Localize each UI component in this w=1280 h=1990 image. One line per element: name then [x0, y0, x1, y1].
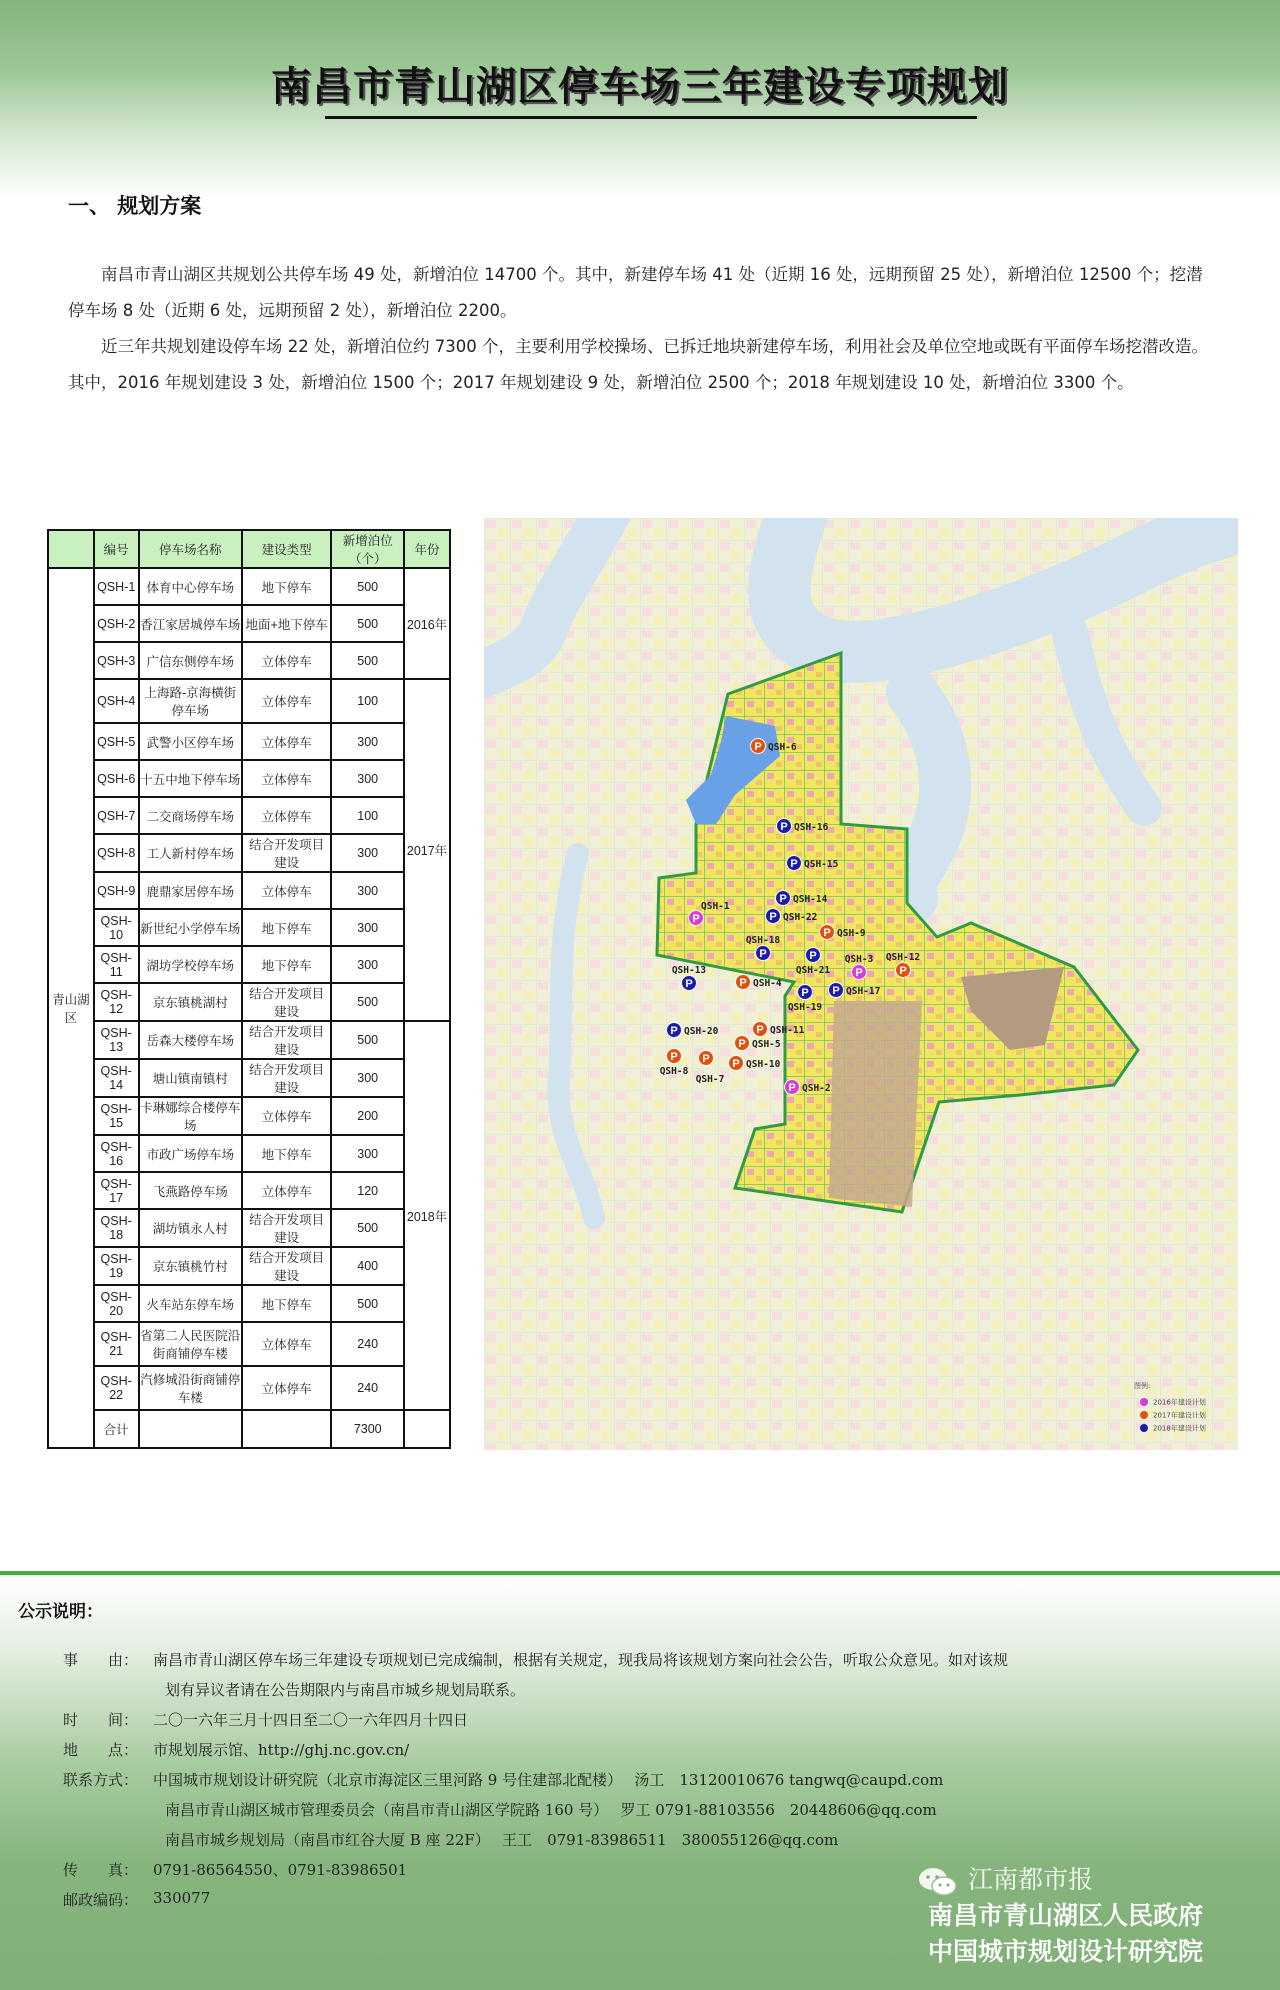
page-title: 南昌市青山湖区停车场三年建设专项规划	[271, 64, 1009, 110]
watermark-line2: 中国城市规划设计研究院	[928, 1937, 1204, 1966]
build-type: 结合开发项目建设	[242, 834, 331, 872]
parking-name: 塘山镇南镇村	[139, 1059, 242, 1097]
parking-name: 体育中心停车场	[139, 568, 242, 605]
column-header-spaces: 新增泊位（个）	[331, 530, 404, 568]
marker-letter: P	[801, 987, 809, 999]
table-row	[48, 1172, 450, 1209]
parking-id: QSH-18	[94, 1209, 139, 1247]
notice-title: 公示说明：	[18, 1602, 103, 1622]
build-type: 立体停车	[242, 1172, 331, 1209]
marker-letter: P	[759, 948, 767, 960]
parking-id: QSH-6	[94, 760, 139, 797]
new-spaces: 300	[331, 1059, 404, 1097]
marker-label: QSH-9	[837, 928, 866, 939]
legend-label: 2016年建设计划	[1153, 1398, 1206, 1407]
parking-id: QSH-16	[94, 1135, 139, 1172]
new-spaces: 240	[331, 1322, 404, 1366]
marker-label: QSH-1	[701, 901, 730, 912]
build-type: 立体停车	[242, 872, 331, 909]
total-label: 合计	[94, 1410, 139, 1448]
parking-id: QSH-12	[94, 983, 139, 1021]
new-spaces: 300	[331, 909, 404, 946]
empty-cell	[139, 1410, 242, 1448]
legend-label: 2018年建设计划	[1153, 1424, 1206, 1433]
new-spaces: 500	[331, 605, 404, 642]
column-header-id: 编号	[94, 530, 139, 568]
marker-label: QSH-13	[671, 965, 707, 976]
marker-label: QSH-15	[804, 859, 839, 870]
table-row	[48, 568, 450, 605]
build-type: 立体停车	[242, 1366, 331, 1410]
marker-letter: P	[809, 950, 817, 962]
column-header-type: 建设类型	[242, 530, 331, 568]
contact-1: 中国城市规划设计研究院（北京市海淀区三里河路 9 号住建部北配楼） 汤工 13120010676 tangwq@caupd.com	[153, 1771, 944, 1789]
parking-name: 工人新村停车场	[139, 834, 242, 872]
parking-name: 京东镇桃竹村	[139, 1247, 242, 1285]
marker-letter: P	[732, 1058, 740, 1070]
empty-cell	[242, 1410, 331, 1448]
parking-name: 十五中地下停车场	[139, 760, 242, 797]
planning-map	[484, 518, 1238, 1450]
marker-letter: P	[769, 911, 777, 923]
reason-text: 南昌市青山湖区停车场三年建设专项规划已完成编制，根据有关规定，现我局将该规划方案向社会公告，听取公众意见。如对该规	[153, 1651, 1009, 1669]
contact-3: 南昌市城乡规划局（南昌市红谷大厦 B 座 22F） 王工 0791-83986511 380055126@qq.com	[165, 1831, 839, 1849]
build-type: 立体停车	[242, 679, 331, 723]
marker-letter: P	[790, 858, 798, 870]
build-type: 立体停车	[242, 797, 331, 834]
parking-id: QSH-21	[94, 1322, 139, 1366]
wechat-icon	[918, 1866, 958, 1898]
table-row	[48, 1209, 450, 1247]
marker-label: QSH-16	[794, 822, 829, 833]
table-row	[48, 760, 450, 797]
parking-name: 二交商场停车场	[139, 797, 242, 834]
postcode-label: 邮政编码：	[63, 1891, 139, 1909]
legend-label: 2017年建设计划	[1153, 1411, 1206, 1420]
table-row	[48, 1135, 450, 1172]
parking-id: QSH-22	[94, 1366, 139, 1410]
table-row	[48, 679, 450, 723]
reason-text-cont: 划有异议者请在公告期限内与南昌市城乡规划局联系。	[165, 1681, 526, 1699]
legend-marker-icon	[1140, 1424, 1148, 1432]
map-canvas	[484, 518, 1238, 1450]
total-row	[48, 1410, 450, 1448]
build-type: 立体停车	[242, 723, 331, 760]
plan-summary-paragraph: 南昌市青山湖区共规划公共停车场 49 处，新增泊位 14700 个。其中，新建停车场 41 处（近期 16 处，远期预留 25 处），新增泊位 12500 个；挖潜停车场 8 处（近期 6 处，远期预留 2 处），新增泊位 2200。	[68, 265, 1203, 320]
table-row	[48, 834, 450, 872]
marker-letter: P	[823, 927, 831, 939]
marker-letter: P	[756, 1024, 764, 1036]
new-spaces: 300	[331, 834, 404, 872]
parking-id: QSH-13	[94, 1021, 139, 1059]
marker-label: QSH-11	[770, 1025, 805, 1036]
place-label: 地 点：	[63, 1741, 139, 1759]
new-spaces: 400	[331, 1247, 404, 1285]
marker-letter: P	[692, 913, 700, 925]
new-spaces: 500	[331, 642, 404, 679]
table-row	[48, 1021, 450, 1059]
new-spaces: 500	[331, 1285, 404, 1322]
parking-name: 湖坊镇永人村	[139, 1209, 242, 1247]
district-cell: 青山湖区	[48, 568, 94, 1448]
parking-name: 湖坊学校停车场	[139, 946, 242, 983]
marker-label: QSH-6	[768, 742, 797, 753]
marker-label: QSH-4	[753, 978, 782, 989]
parking-id: QSH-15	[94, 1097, 139, 1135]
marker-label: QSH-5	[752, 1039, 781, 1050]
marker-letter: P	[855, 967, 863, 979]
column-header-year: 年份	[404, 530, 450, 568]
year-cell: 2016年	[404, 568, 450, 679]
marker-label: QSH-19	[787, 1002, 823, 1013]
parking-id: QSH-14	[94, 1059, 139, 1097]
marker-letter: P	[738, 1038, 746, 1050]
marker-letter: P	[670, 1025, 678, 1037]
table-row	[48, 1285, 450, 1322]
build-type: 地下停车	[242, 909, 331, 946]
parking-name: 汽修城沿街商铺停车楼	[139, 1366, 242, 1410]
build-type: 地下停车	[242, 946, 331, 983]
marker-label: QSH-22	[783, 912, 818, 923]
table-row	[48, 983, 450, 1021]
column-header-name: 停车场名称	[139, 530, 242, 568]
new-spaces: 500	[331, 1021, 404, 1059]
marker-letter: P	[685, 978, 693, 990]
parking-id: QSH-20	[94, 1285, 139, 1322]
parking-name: 飞燕路停车场	[139, 1172, 242, 1209]
contact-label: 联系方式：	[63, 1771, 139, 1789]
table-row	[48, 605, 450, 642]
table-header-row	[48, 530, 450, 568]
table-row	[48, 909, 450, 946]
marker-label: QSH-7	[695, 1074, 725, 1085]
place-text[interactable]: 市规划展示馆、http://ghj.nc.gov.cn/	[153, 1741, 410, 1759]
parking-name: 武警小区停车场	[139, 723, 242, 760]
marker-label: QSH-8	[659, 1066, 689, 1077]
build-type: 结合开发项目建设	[242, 1059, 331, 1097]
watermark-line1: 南昌市青山湖区人民政府	[928, 1901, 1204, 1930]
new-spaces: 300	[331, 723, 404, 760]
marker-label: QSH-2	[802, 1083, 831, 1094]
parking-name: 广信东侧停车场	[139, 642, 242, 679]
fax-text: 0791-86564550、0791-83986501	[153, 1861, 408, 1879]
new-spaces: 500	[331, 568, 404, 605]
parking-name: 京东镇桃湖村	[139, 983, 242, 1021]
parking-id: QSH-5	[94, 723, 139, 760]
parking-name: 香江家居城停车场	[139, 605, 242, 642]
parking-name: 上海路-京海横街停车场	[139, 679, 242, 723]
parking-id: QSH-17	[94, 1172, 139, 1209]
parking-id: QSH-3	[94, 642, 139, 679]
title-underline	[325, 116, 977, 119]
parking-id: QSH-10	[94, 909, 139, 946]
build-type: 结合开发项目建设	[242, 1021, 331, 1059]
legend-marker-icon	[1140, 1398, 1148, 1406]
parking-id: QSH-1	[94, 568, 139, 605]
marker-label: QSH-18	[745, 935, 781, 946]
table-row	[48, 1366, 450, 1410]
new-spaces: 300	[331, 946, 404, 983]
new-spaces: 500	[331, 983, 404, 1021]
new-spaces: 200	[331, 1097, 404, 1135]
marker-label: QSH-14	[793, 894, 828, 905]
contact-2: 南昌市青山湖区城市管理委员会（南昌市青山湖区学院路 160 号） 罗工 0791-88103556 20448606@qq.com	[165, 1801, 937, 1819]
parking-name: 火车站东停车场	[139, 1285, 242, 1322]
section-heading: 一、 规划方案	[68, 194, 202, 218]
parking-name: 新世纪小学停车场	[139, 909, 242, 946]
new-spaces: 240	[331, 1366, 404, 1410]
marker-letter: P	[779, 893, 787, 905]
year-cell: 2017年	[404, 679, 450, 1021]
total-spaces: 7300	[331, 1410, 404, 1448]
watermark-overlay: 江南都市报	[968, 1865, 1094, 1894]
table-row	[48, 642, 450, 679]
marker-letter: P	[788, 1082, 796, 1094]
parking-name: 鹿鼎家居停车场	[139, 872, 242, 909]
build-type: 地下停车	[242, 1285, 331, 1322]
parking-id: QSH-8	[94, 834, 139, 872]
parking-id: QSH-4	[94, 679, 139, 723]
marker-letter: P	[670, 1051, 678, 1063]
build-type: 地面+地下停车	[242, 605, 331, 642]
marker-label: QSH-3	[844, 954, 874, 965]
marker-letter: P	[739, 977, 747, 989]
new-spaces: 100	[331, 797, 404, 834]
empty-cell	[404, 1410, 450, 1448]
new-spaces: 120	[331, 1172, 404, 1209]
parking-id: QSH-2	[94, 605, 139, 642]
table-row	[48, 1097, 450, 1135]
table-row	[48, 723, 450, 760]
year-cell: 2018年	[404, 1021, 450, 1410]
new-spaces: 500	[331, 1209, 404, 1247]
marker-letter: P	[832, 985, 840, 997]
build-type: 结合开发项目建设	[242, 983, 331, 1021]
legend-marker-icon	[1140, 1411, 1148, 1419]
table-row	[48, 797, 450, 834]
build-type: 地下停车	[242, 568, 331, 605]
table-row	[48, 872, 450, 909]
marker-letter: P	[899, 965, 907, 977]
column-header	[48, 530, 94, 568]
build-type: 立体停车	[242, 642, 331, 679]
fax-label: 传 真：	[63, 1861, 139, 1879]
build-type: 立体停车	[242, 1322, 331, 1366]
build-type: 立体停车	[242, 1097, 331, 1135]
time-text: 二〇一六年三月十四日至二〇一六年四月十四日	[153, 1711, 469, 1729]
marker-label: QSH-20	[684, 1026, 719, 1037]
watermark	[928, 1862, 1203, 1970]
marker-letter: P	[780, 821, 788, 833]
marker-label: QSH-10	[746, 1059, 781, 1070]
reason-label: 事 由：	[63, 1651, 139, 1669]
table-row	[48, 946, 450, 983]
marker-label: QSH-12	[885, 952, 921, 963]
parking-name: 岳森大楼停车场	[139, 1021, 242, 1059]
land-block	[829, 1001, 922, 1207]
parking-id: QSH-7	[94, 797, 139, 834]
build-type: 地下停车	[242, 1135, 331, 1172]
build-type: 结合开发项目建设	[242, 1209, 331, 1247]
parking-name: 省第二人民医院沿街商铺停车楼	[139, 1322, 242, 1366]
parking-id: QSH-11	[94, 946, 139, 983]
legend-title: 图例:	[1134, 1382, 1151, 1390]
build-type: 立体停车	[242, 760, 331, 797]
table-row	[48, 1059, 450, 1097]
parking-name: 市政广场停车场	[139, 1135, 242, 1172]
build-type: 结合开发项目建设	[242, 1247, 331, 1285]
marker-label: QSH-21	[795, 965, 831, 976]
table-row	[48, 1247, 450, 1285]
parking-id: QSH-19	[94, 1247, 139, 1285]
new-spaces: 300	[331, 872, 404, 909]
parking-table	[47, 529, 451, 1449]
parking-id: QSH-9	[94, 872, 139, 909]
marker-label: QSH-17	[846, 986, 881, 997]
three-year-plan-paragraph: 近三年共规划建设停车场 22 处，新增泊位约 7300 个，主要利用学校操场、已拆迁地块新建停车场，利用社会及单位空地或既有平面停车场挖潜改造。其中，2016 年规划建设 3 处，新增泊位 1500 个；2017 年规划建设 9 处，新增泊位 2500 个；2018 年规划建设 10 处，新增泊位 3300 个。	[68, 337, 1208, 392]
new-spaces: 300	[331, 760, 404, 797]
time-label: 时 间：	[63, 1711, 139, 1729]
new-spaces: 300	[331, 1135, 404, 1172]
postcode-text: 330077	[153, 1889, 211, 1907]
table-row	[48, 1322, 450, 1366]
marker-letter: P	[702, 1053, 710, 1065]
marker-letter: P	[754, 741, 762, 753]
parking-name: 卡琳娜综合楼停车场	[139, 1097, 242, 1135]
new-spaces: 100	[331, 679, 404, 723]
